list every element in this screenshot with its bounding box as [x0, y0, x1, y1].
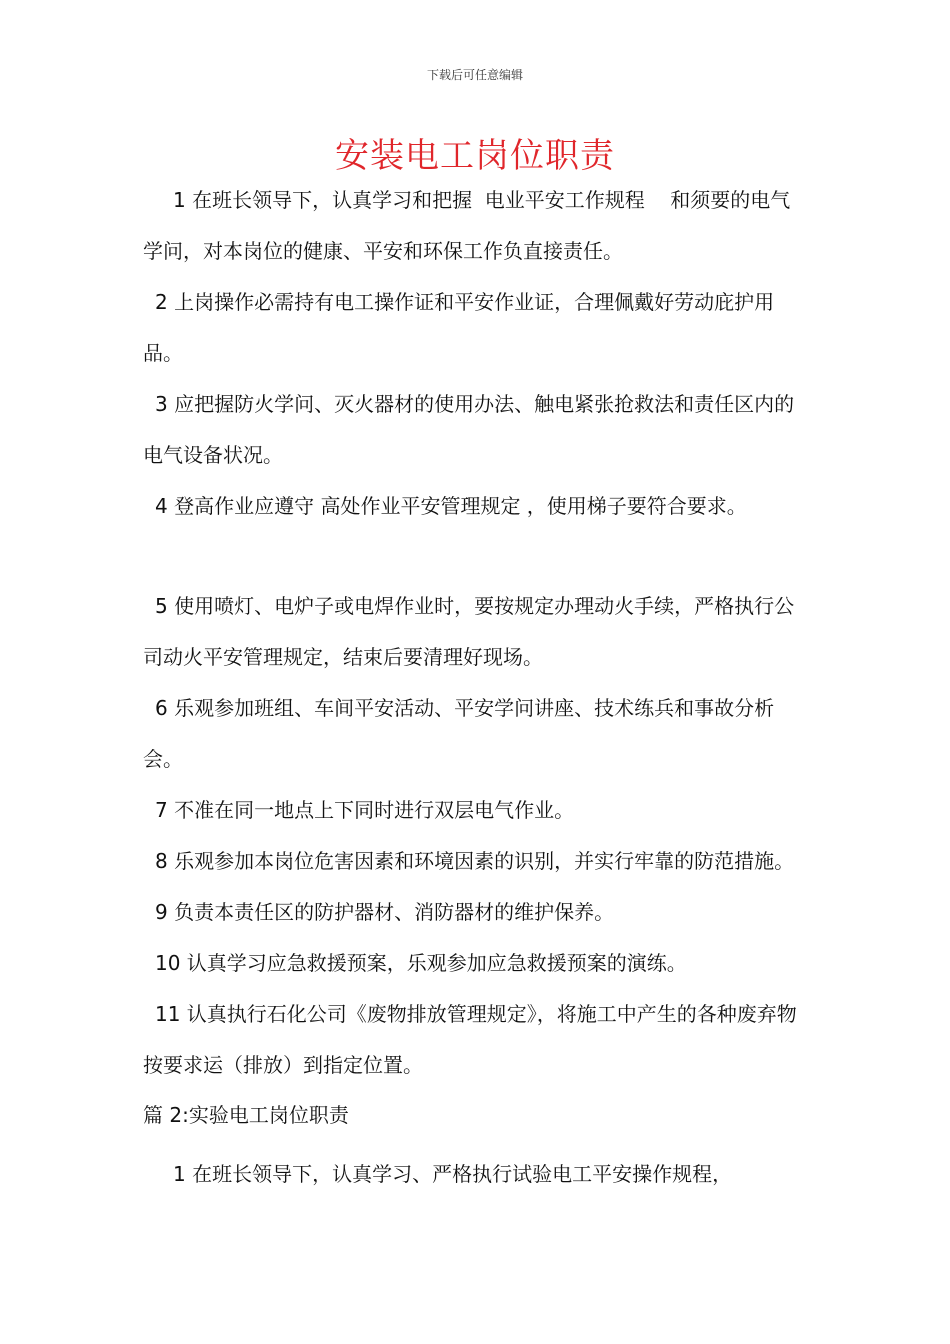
- paragraph-1: 1 在班长领导下，认真学习和把握 电业平安工作规程 和须要的电气学问，对本岗位的健康、平安和环保工作负直接责任。: [143, 188, 791, 263]
- paragraph-3: 3 应把握防火学问、灭火器材的使用办法、触电紧张抢救法和责任区内的电气设备状况。: [143, 392, 795, 467]
- paragraph-10: 10 认真学习应急救援预案，乐观参加应急救援预案的演练。: [155, 951, 687, 975]
- paragraph-9: 9 负责本责任区的防护器材、消防器材的维护保养。: [155, 900, 615, 924]
- document-title: 安装电工岗位职责: [335, 136, 615, 176]
- paragraph-5: 5 使用喷灯、电炉子或电焊作业时，要按规定办理动火手续，严格执行公司动火平安管理规定，结束后要清理好现场。: [143, 594, 795, 669]
- section-2-heading: 篇 2:实验电工岗位职责: [143, 1103, 349, 1127]
- paragraph-11: 11 认真执行石化公司《废物排放管理规定》，将施工中产生的各种废弃物按要求运（排放）到指定位置。: [143, 1002, 797, 1077]
- paragraph-2: 2 上岗操作必需持有电工操作证和平安作业证，合理佩戴好劳动庇护用品。: [143, 290, 775, 365]
- header-note: 下载后可任意编辑: [426, 68, 523, 82]
- paragraph-7: 7 不准在同一地点上下同时进行双层电气作业。: [155, 798, 575, 822]
- paragraph-6: 6 乐观参加班组、车间平安活动、平安学问讲座、技术练兵和事故分析会。: [143, 696, 775, 771]
- paragraph-4: 4 登高作业应遵守 高处作业平安管理规定 ，使用梯子要符合要求。: [155, 494, 747, 518]
- paragraph-8: 8 乐观参加本岗位危害因素和环境因素的识别，并实行牢靠的防范措施。: [155, 849, 795, 873]
- paragraph-gap: [143, 532, 808, 581]
- document-body: [143, 175, 808, 1200]
- section-2-first-line: 1 在班长领导下，认真学习、严格执行试验电工平安操作规程，: [173, 1162, 733, 1186]
